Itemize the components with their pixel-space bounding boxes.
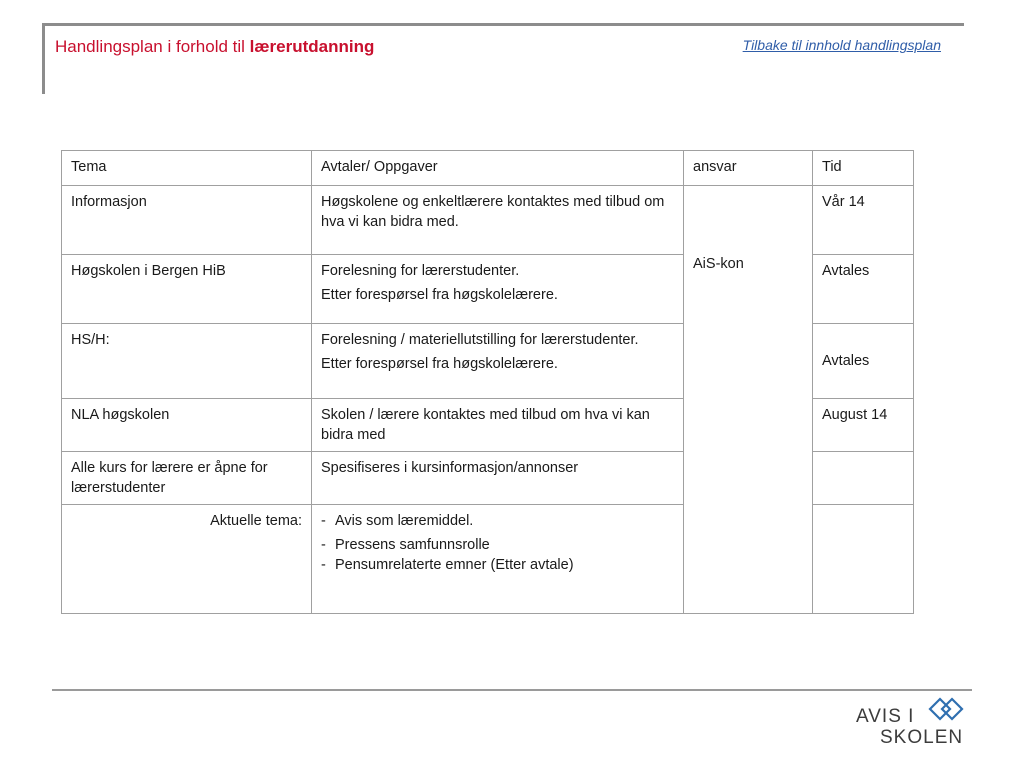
header-cell-tema: Tema (62, 151, 312, 186)
ansvar-cell: AiS-kon (684, 186, 813, 614)
tema-cell: Høgskolen i Bergen HiB (62, 255, 312, 324)
tema-cell: NLA høgskolen (62, 399, 312, 452)
tid-cell: Vår 14 (813, 186, 914, 255)
avtaler-text: Spesifiseres i kursinformasjon/annonser (321, 460, 579, 476)
frame-left-rule (42, 23, 45, 94)
tid-cell: Avtales (813, 324, 914, 399)
back-to-contents-link[interactable]: Tilbake til innhold handlingsplan (742, 37, 941, 53)
tid-cell: Avtales (813, 255, 914, 324)
avtaler-text: Etter forespørsel fra høgskolelærere. (321, 356, 558, 372)
tid-cell (813, 505, 914, 614)
tema-cell: Informasjon (62, 186, 312, 255)
avtaler-text: Skolen / lærere kontaktes med tilbud om hva vi kan bidra med (321, 407, 650, 443)
tid-cell (813, 452, 914, 505)
table-header-row (62, 151, 914, 186)
avtaler-text: Pensumrelaterte emner (Etter avtale) (335, 557, 574, 573)
footer-rule (52, 689, 972, 691)
header-cell-avtaler: Avtaler/ Oppgaver (312, 151, 684, 186)
page-title-prefix: Handlingsplan i forhold til (55, 37, 250, 56)
avtaler-text: Forelesning / materiellutstilling for lærerstudenter. (321, 332, 639, 348)
tema-cell: Alle kurs for lærere er åpne for lærerstudenter (62, 452, 312, 505)
avtaler-text: Høgskolene og enkeltlærere kontaktes med tilbud om hva vi kan bidra med. (321, 194, 665, 230)
frame-top-rule (42, 23, 964, 26)
header-cell-ansvar: ansvar (684, 151, 813, 186)
logo-text-line1: AVIS I (856, 706, 915, 727)
avtaler-list-item: - Pensumrelaterte emner (Etter avtale) (321, 557, 574, 573)
table-row (62, 186, 914, 255)
avtaler-cell (312, 452, 684, 505)
avtaler-cell (312, 505, 684, 614)
avtaler-cell (312, 186, 684, 255)
avis-i-skolen-logo (856, 697, 968, 749)
avtaler-text: Pressens samfunnsrolle (335, 537, 490, 553)
tid-cell: August 14 (813, 399, 914, 452)
page-title-bold: lærerutdanning (249, 37, 375, 56)
logo-text-line2: SKOLEN (880, 727, 964, 748)
tema-cell: HS/H: (62, 324, 312, 399)
avtaler-text: Etter forespørsel fra høgskolelærere. (321, 287, 558, 303)
avtaler-cell (312, 324, 684, 399)
action-plan-table (61, 150, 914, 614)
avtaler-cell (312, 255, 684, 324)
header-cell-tid: Tid (813, 151, 914, 186)
avtaler-list-item: - Avis som læremiddel. (321, 513, 474, 529)
avtaler-cell (312, 399, 684, 452)
tema-cell: Aktuelle tema: (62, 505, 312, 614)
avtaler-text: Forelesning for lærerstudenter. (321, 263, 520, 279)
avtaler-list-item: - Pressens samfunnsrolle (321, 537, 490, 553)
diamond-logo-icon (926, 697, 966, 727)
page-title (55, 37, 374, 57)
avtaler-text: Avis som læremiddel. (335, 513, 474, 529)
